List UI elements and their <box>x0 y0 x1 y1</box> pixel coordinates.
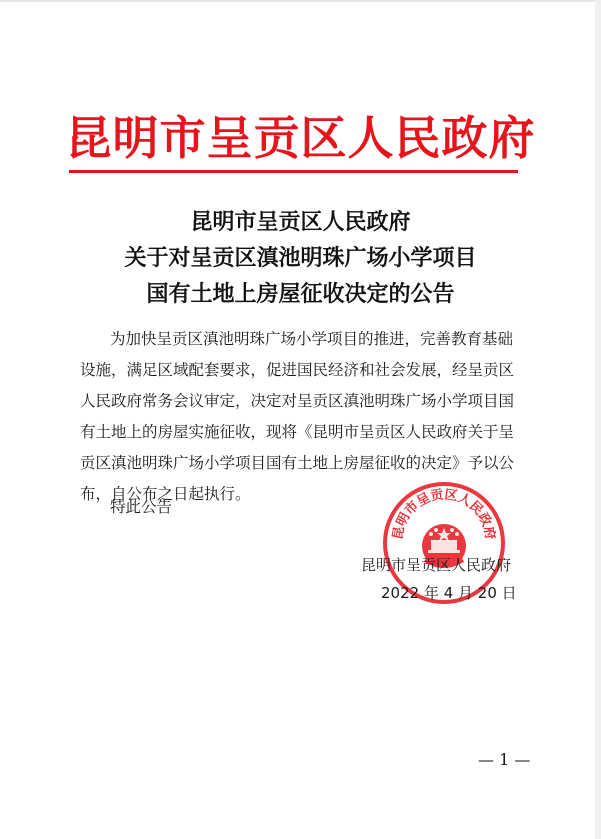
page-top-edge <box>0 0 601 2</box>
page-number: — 1 — <box>478 750 531 769</box>
body-line-2: 设施，满足区域配套要求，促进国民经济和社会发展，经呈贡区 <box>80 361 515 379</box>
body-line-6: 布，自公布之日起执行。 <box>80 485 251 503</box>
body-line-4: 有土地上的房屋实施征收，现将《昆明市呈贡区人民政府关于呈 <box>80 423 515 441</box>
signature-date: 2022 年 4 月 20 日 <box>381 584 517 602</box>
masthead-red-rule <box>69 170 518 173</box>
signature-organization: 昆明市呈贡区人民政府 <box>361 556 512 574</box>
document-title-line-2: 关于对呈贡区滇池明珠广场小学项目 <box>124 245 477 271</box>
document-title-line-3: 国有土地上房屋征收决定的公告 <box>146 281 455 307</box>
body-line-5: 贡区滇池明珠广场小学项目国有土地上房屋征收的决定》予以公 <box>80 454 515 472</box>
seal-text: 昆明市呈贡区人民政府 <box>390 487 498 541</box>
masthead-title: 昆明市呈贡区人民政府 <box>65 111 536 165</box>
body-line-3: 人民政府常务会议审定，决定对呈贡区滇池明珠广场小学项目国 <box>80 392 515 410</box>
body-line-1: 为加快呈贡区滇池明珠广场小学项目的推进，完善教育基础 <box>110 330 514 348</box>
closing-text: 特此公告 <box>110 498 173 516</box>
document-title-line-1: 昆明市呈贡区人民政府 <box>190 209 411 235</box>
